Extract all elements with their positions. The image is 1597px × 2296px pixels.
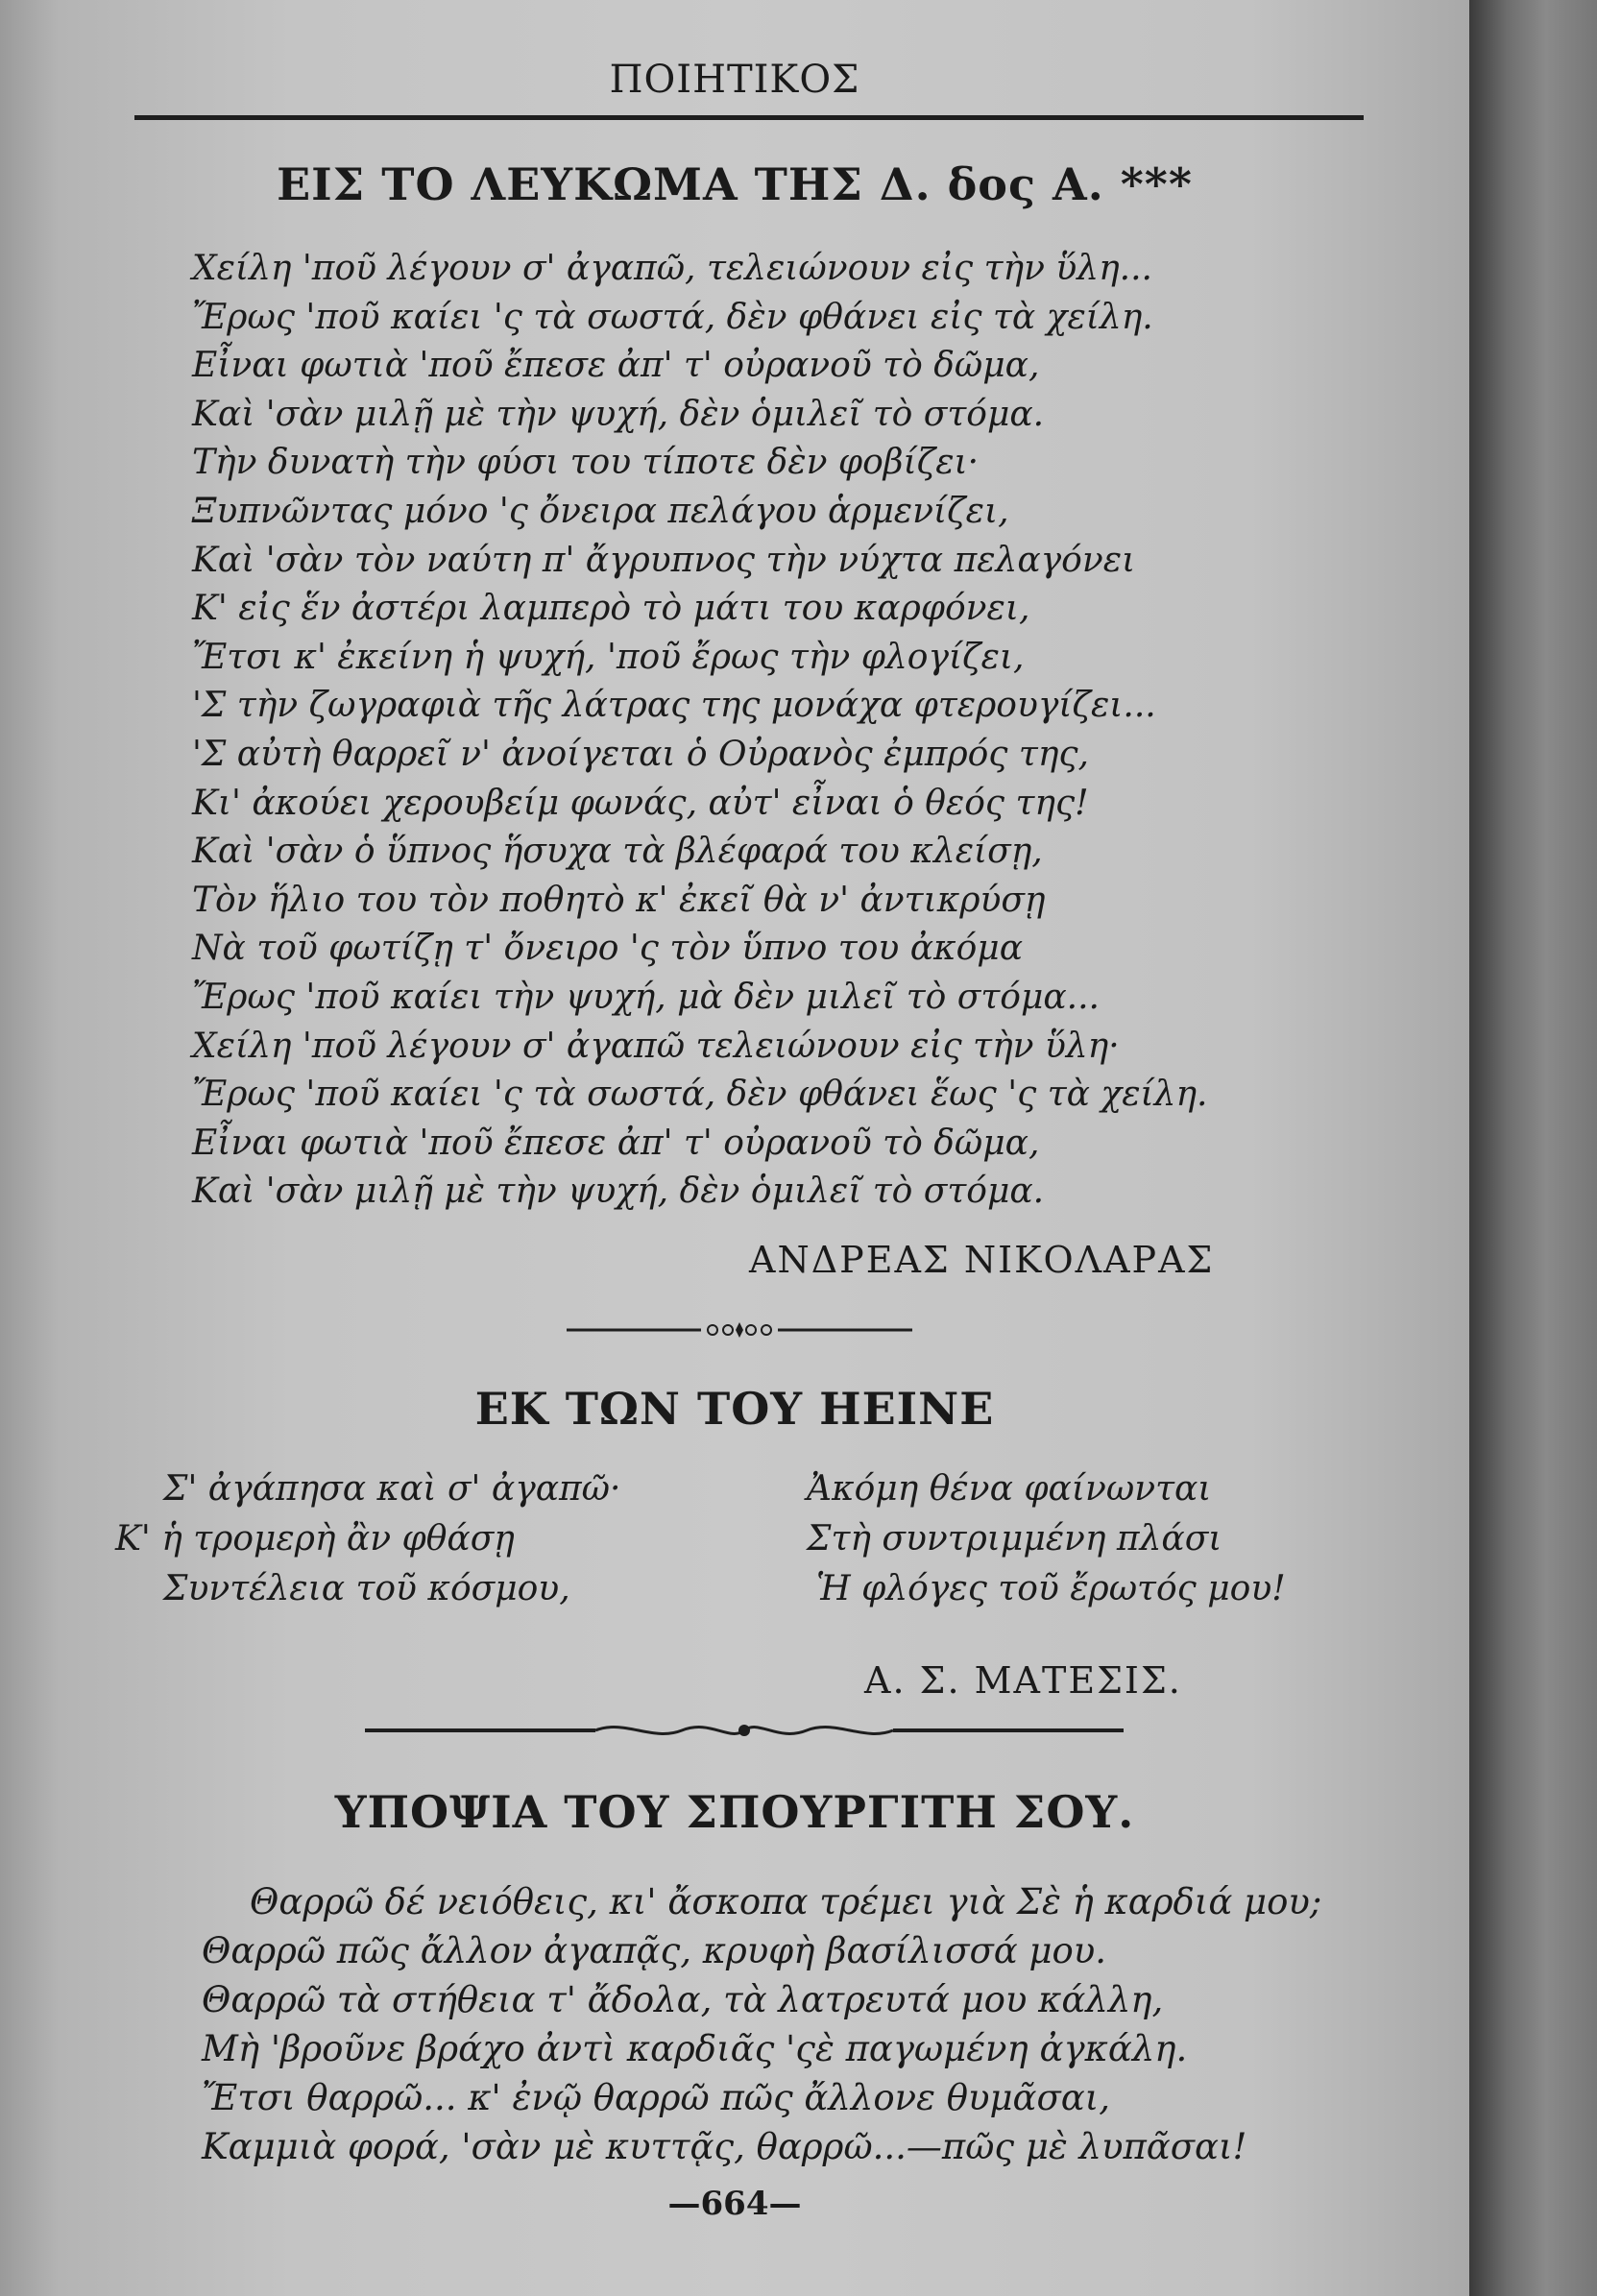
- poem1-body: [192, 245, 1287, 1217]
- page-number: —664—: [667, 2185, 802, 2223]
- poem-line: Χείλη 'ποῦ λέγουν σ' ἀγαπῶ, τελειώνουν εἰς τὴν ὕλη...: [192, 249, 1153, 288]
- ornament-divider: [567, 1320, 912, 1340]
- poem-line: Ξυπνῶντας μόνο 'ς ὄνειρα πελάγου ἁρμενίζει,: [192, 491, 1009, 531]
- poem-line: Θαρρῶ τὰ στήθεια τ' ἄδολα, τὰ λατρευτά μου κάλλη,: [202, 1979, 1164, 2020]
- poem2-author: Α. Σ. ΜΑΤΕΣΙΣ.: [864, 1659, 1182, 1702]
- poem-line: Ἡ φλόγες τοῦ ἔρωτός μου!: [816, 1569, 1286, 1608]
- poem-line: Θαρρῶ πῶς ἄλλον ἀγαπᾷς, κρυφὴ βασίλισσά μου.: [202, 1930, 1107, 1971]
- poem-line: Καὶ 'σὰν μιλῇ μὲ τὴν ψυχή, δὲν ὁμιλεῖ τὸ στόμα.: [192, 394, 1045, 434]
- poem-line: Συντέλεια τοῦ κόσμου,: [163, 1569, 570, 1608]
- poem2-title: ΕΚ ΤΩΝ ΤΟΥ ΗΕΙΝΕ: [474, 1383, 995, 1435]
- poem-line: Εἶναι φωτιὰ 'ποῦ ἔπεσε ἀπ' τ' οὐρανοῦ τὸ δῶμα,: [192, 1123, 1040, 1163]
- poem-line: Καμμιὰ φορά, 'σὰν μὲ κυττᾷς, θαρρῶ...—πῶς μὲ λυπᾶσαι!: [202, 2126, 1247, 2167]
- poem-line: Σ' ἀγάπησα καὶ σ' ἀγαπῶ·: [163, 1469, 621, 1509]
- running-head: ΠΟΙΗΤΙΚΟΣ: [609, 58, 860, 102]
- poem2-right-column: [807, 1464, 1286, 1614]
- poem-line: Καὶ 'σὰν μιλῇ μὲ τὴν ψυχή, δὲν ὁμιλεῖ τὸ στόμα.: [192, 1172, 1045, 1212]
- poem-line: Καὶ 'σὰν ὁ ὕπνος ἥσυχα τὰ βλέφαρά του κλείσῃ,: [192, 832, 1043, 872]
- poem-line: Ἔρως 'ποῦ καίει 'ς τὰ σωστά, δὲν φθάνει ἕως 'ς τὰ χείλη.: [192, 1075, 1208, 1115]
- poem-line: Ἀκόμη θένα φαίνωνται: [807, 1469, 1212, 1509]
- poem-line: 'Σ τὴν ζωγραφιὰ τῆς λάτρας της μονάχα φτερουγίζει...: [192, 686, 1156, 726]
- poem-line: Ἔρως 'ποῦ καίει τὴν ψυχή, μὰ δὲν μιλεῖ τὸ στόμα...: [192, 977, 1100, 1017]
- poem-line: Ἔτσι θαρρῶ... κ' ἐνῷ θαρρῶ πῶς ἄλλονε θυμᾶσαι,: [202, 2077, 1111, 2118]
- poem-line: Καὶ 'σὰν τὸν ναύτη π' ἄγρυπνος τὴν νύχτα πελαγόνει: [192, 540, 1136, 580]
- poem-line: Τὴν δυνατὴ τὴν φύσι του τίποτε δὲν φοβίζει·: [192, 443, 980, 483]
- poem-line: Νὰ τοῦ φωτίζῃ τ' ὄνειρο 'ς τὸν ὕπνο του ἀκόμα: [192, 929, 1024, 969]
- poem-line: Κι' ἀκούει χερουβείμ φωνάς, αὐτ' εἶναι ὁ θεός της!: [192, 783, 1089, 823]
- ornament-divider: [365, 1719, 1124, 1742]
- poem-line: Κ' ἡ τρομερὴ ἂν φθάσῃ: [115, 1519, 515, 1559]
- poem-line: Θαρρῶ δέ νειόθεις, κι' ἄσκοπα τρέμει γιὰ Σὲ ἡ καρδιά μου;: [250, 1881, 1322, 1922]
- poem-line: Ἔτσι κ' ἐκείνη ἡ ψυχή, 'ποῦ ἔρως τὴν φλογίζει,: [192, 637, 1025, 677]
- poem-line: Μὴ 'βροῦνε βράχο ἀντὶ καρδιᾶς 'ςὲ παγωμένη ἀγκάλη.: [202, 2028, 1188, 2069]
- poem-line: Στὴ συντριμμένη πλάσι: [807, 1519, 1222, 1559]
- poem3-title: ΥΠΟΨΙΑ ΤΟΥ ΣΠΟΥΡΓΙΤΗ ΣΟΥ.: [334, 1786, 1135, 1838]
- poem-line: Τὸν ἥλιο του τὸν ποθητὸ κ' ἐκεῖ θὰ ν' ἀντικρύσῃ: [192, 880, 1046, 920]
- poem-line: Κ' εἰς ἕν ἀστέρι λαμπερὸ τὸ μάτι του καρφόνει,: [192, 589, 1030, 629]
- header-rule: [134, 115, 1364, 120]
- poem-line: Εἶναι φωτιὰ 'ποῦ ἔπεσε ἀπ' τ' οὐρανοῦ τὸ δῶμα,: [192, 346, 1040, 386]
- poem2-left-column: [115, 1464, 620, 1614]
- poem-line: Χείλη 'ποῦ λέγουν σ' ἀγαπῶ τελειώνουν εἰς τὴν ὕλη·: [192, 1026, 1120, 1066]
- poem1-author: ΑΝΔΡΕΑΣ ΝΙΚΟΛΑΡΑΣ: [749, 1239, 1215, 1281]
- book-gutter: [1469, 0, 1597, 2296]
- poem-line: 'Σ αὐτὴ θαρρεῖ ν' ἀνοίγεται ὁ Οὐρανὸς ἐμπρός της,: [192, 734, 1089, 774]
- poem-line: Ἔρως 'ποῦ καίει 'ς τὰ σωστά, δὲν φθάνει εἰς τὰ χείλη.: [192, 297, 1153, 337]
- poem3-body: [202, 1877, 1383, 2171]
- poem1-title: ΕΙΣ ΤΟ ΛΕΥΚΩΜΑ ΤΗΣ Δ. δος Α. ***: [277, 158, 1193, 210]
